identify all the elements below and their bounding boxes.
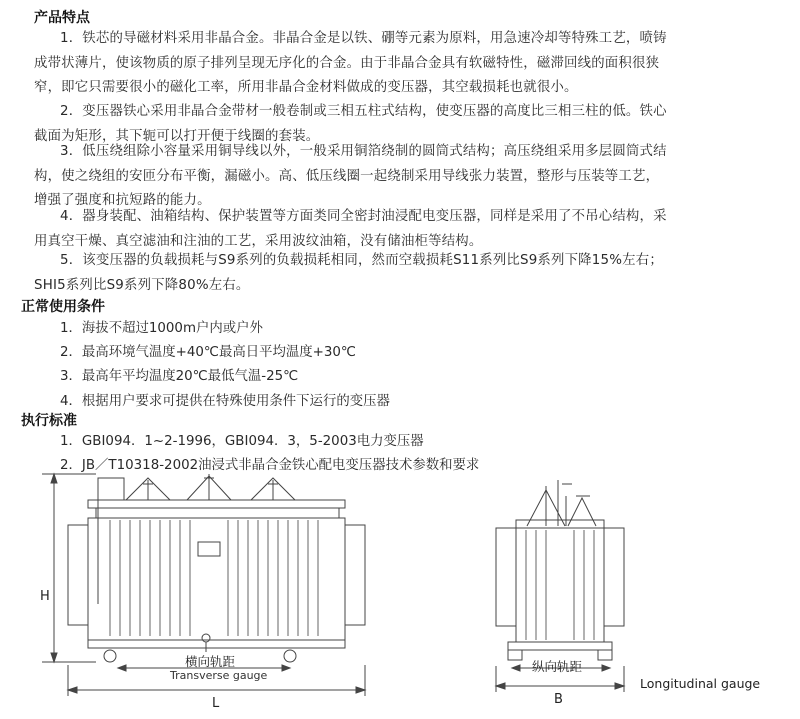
length-label: L	[212, 696, 220, 711]
hv-bushing-center	[187, 474, 231, 500]
condition-item-4: 4．根据用户要求可提供在特殊使用条件下运行的变压器	[60, 393, 390, 409]
wheel-left	[104, 650, 116, 662]
section-heading-standards: 执行标准	[21, 413, 77, 429]
feature-1-line-3: 窄，即它只需要很小的磁化工率，所用非晶合金材料做成的变压器，其空载损耗也就很小。	[34, 80, 578, 95]
feature-1-line-2: 成带状薄片，使该物质的原子排列呈现无序化的合金。由于非晶合金具有软磁特性，磁滞回线的面积很狭	[34, 55, 660, 71]
standard-item-1: 1．GBI094．1~2-1996，GBI094．3，5-2003电力变压器	[60, 434, 424, 449]
section-heading-product-features: 产品特点	[34, 10, 90, 26]
condition-item-2: 2．最高环境气温度+40℃最高日平均温度+30℃	[60, 345, 356, 361]
feature-4-line-1: 4．器身装配、油箱结构、保护装置等方面类同全密封油浸配电变压器，同样是采用了不吊心结构，采	[60, 209, 667, 224]
feature-3-line-1: 3．低压绕组除小容量采用铜导线以外，一般采用铜箔绕制的圆筒式结构；高压绕组采用多层圆筒式结	[60, 144, 667, 159]
wheel-right	[284, 650, 296, 662]
feature-4-line-2: 用真空干燥、真空滤油和注油的工艺，采用波纹油箱，没有储油柜等结构。	[34, 233, 483, 249]
transverse-gauge-en: Transverse gauge	[170, 669, 268, 682]
hv-bushing-right	[251, 478, 295, 500]
height-label: H	[40, 589, 50, 604]
condition-item-3: 3．最高年平均温度20℃最低气温-25℃	[60, 369, 299, 385]
feature-3-line-3: 增强了强度和抗短路的能力。	[34, 193, 211, 208]
feature-5-line-2: SHI5系列比S9系列下降80%左右。	[34, 277, 250, 293]
section-heading-operating-conditions: 正常使用条件	[21, 299, 105, 315]
nameplate	[198, 542, 220, 556]
feature-5-line-1: 5．该变压器的负载损耗与S9系列的负载损耗相同，然而空载损耗S11系列比S9系列下降15%左右；	[60, 253, 663, 268]
condition-item-1: 1．海拔不超过1000m户内或户外	[60, 321, 263, 336]
width-label: B	[554, 692, 563, 707]
transverse-gauge-cn: 横向轨距	[185, 654, 236, 669]
standard-item-2: 2．JB／T10318-2002油浸式非晶合金铁心配电变压器技术参数和要求	[60, 458, 480, 474]
feature-2-line-1: 2．变压器铁心采用非晶合金带材一般卷制或三相五柱式结构，使变压器的高度比三相三柱的低。铁心	[60, 104, 667, 119]
feature-3-line-2: 构，使之绕组的安匝分布平衡，漏磁小。高、低压线圈一起绕制采用导线张力装置，整形与压装等工艺，	[34, 168, 660, 184]
longitudinal-gauge-en: Longitudinal gauge	[640, 676, 761, 691]
hv-bushing-left	[126, 478, 170, 500]
feature-1-line-1: 1．铁芯的导磁材料采用非晶合金。非晶合金是以铁、硼等元素为原料，用急速冷却等特殊工艺，喷铸	[60, 31, 667, 46]
longitudinal-gauge-cn: 纵向轨距	[532, 659, 583, 674]
feature-2-line-2: 截面为矩形，其下轭可以打开便于线圈的套装。	[34, 128, 320, 144]
